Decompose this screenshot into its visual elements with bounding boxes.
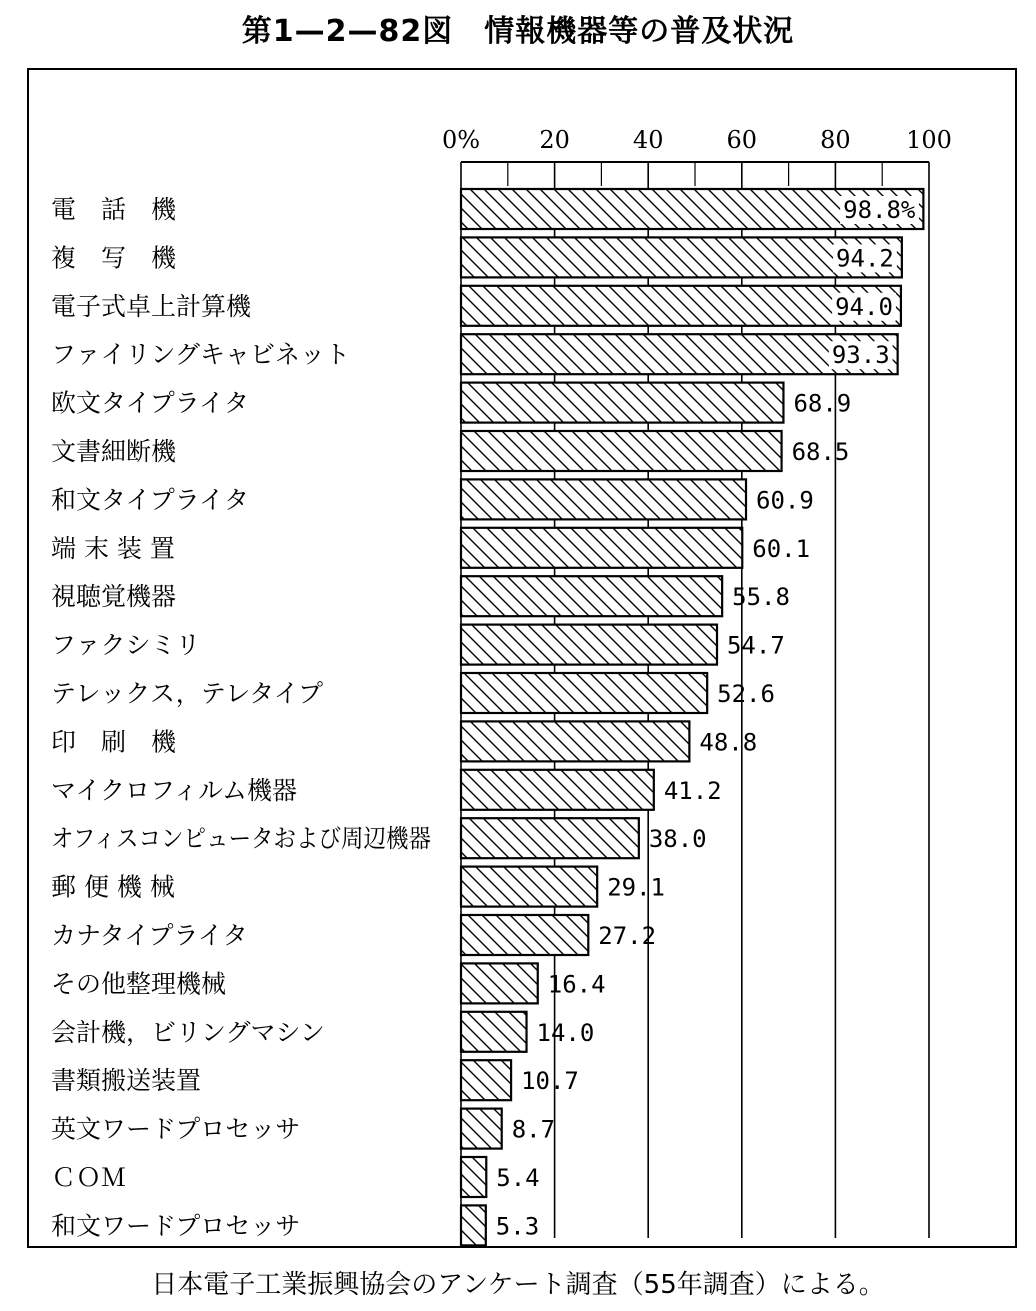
x-tick-label: 0% (441, 126, 481, 154)
x-tick-label: 100 (906, 126, 952, 154)
value-label: 52.6 (717, 680, 775, 708)
category-label: その他整理機械 (51, 969, 227, 999)
bar (461, 479, 746, 519)
category-label: 郵 便 機 械 (51, 872, 175, 902)
category-label: 印 刷 機 (51, 727, 177, 757)
bar (461, 431, 782, 471)
bar (461, 915, 588, 955)
chart-title: 第1—2—82図 情報機器等の普及状況 (241, 14, 795, 49)
category-label: マイクロフィルム機器 (51, 775, 298, 805)
value-label: 27.2 (598, 922, 657, 950)
bar (461, 576, 722, 616)
value-label: 55.8 (732, 583, 790, 612)
source-note: 日本電子工業振興協会のアンケート調査（55年調査）による。 (151, 1270, 885, 1300)
category-label: 電子式卓上計算機 (51, 291, 252, 321)
value-label: 94.0 (835, 292, 893, 321)
chart-frame (27, 68, 1017, 1248)
category-label: ＣＯＭ (51, 1163, 127, 1192)
category-label: 欧文タイプライタ (51, 388, 250, 418)
bar (461, 867, 597, 907)
value-label: 10.7 (521, 1067, 579, 1096)
category-label: 英文ワードプロセッサ (51, 1114, 301, 1144)
x-axis (442, 126, 952, 162)
category-label: ファイリングキャビネット (51, 340, 351, 370)
x-tick-label: 80 (820, 126, 851, 154)
bar (461, 625, 717, 665)
value-label: 98.8% (843, 196, 916, 224)
category-label: 視聴覚機器 (51, 582, 177, 612)
category-label: 和文ワードプロセッサ (51, 1211, 301, 1241)
bar (461, 528, 742, 568)
category-label: 和文タイプライタ (51, 485, 250, 515)
value-label: 60.1 (752, 534, 811, 563)
value-label: 93.3 (831, 341, 890, 370)
category-label: 複 写 機 (51, 243, 177, 273)
bar (461, 1157, 486, 1197)
category-label: 電 話 機 (51, 195, 177, 224)
value-label: 68.9 (793, 389, 852, 418)
value-label: 60.9 (756, 486, 814, 515)
value-label: 29.1 (607, 873, 665, 902)
bar (461, 721, 689, 761)
bar (461, 1109, 502, 1149)
bar (461, 818, 639, 858)
value-label: 94.2 (836, 244, 894, 273)
value-label: 38.0 (648, 825, 707, 854)
category-label: 端 末 装 置 (51, 533, 175, 563)
value-label: 68.5 (791, 438, 850, 466)
value-label: 16.4 (547, 970, 606, 999)
category-label: カナタイプライタ (51, 921, 248, 950)
bar (461, 383, 783, 423)
x-tick-label: 20 (539, 126, 570, 154)
bar (461, 770, 654, 810)
category-label: 書類搬送装置 (51, 1066, 202, 1096)
category-label: 文書細断機 (51, 437, 177, 466)
category-label: ファクシミリ (51, 630, 201, 660)
bar (461, 1205, 486, 1245)
x-tick-label: 40 (632, 126, 664, 154)
x-tick-label: 60 (726, 126, 758, 154)
category-label: 会計機，ビリングマシン (51, 1017, 325, 1047)
value-label: 48.8 (699, 728, 758, 757)
value-label: 41.2 (663, 776, 722, 805)
bar-chart (29, 70, 1015, 1246)
value-label: 5.4 (496, 1164, 540, 1192)
value-label: 14.0 (536, 1018, 595, 1047)
value-label: 5.3 (495, 1212, 540, 1241)
bar (461, 1060, 511, 1100)
value-label: 54.7 (726, 631, 785, 660)
category-label: オフィスコンピュータおよび周辺機器 (51, 824, 431, 854)
category-label: テレックス，テレタイプ (51, 679, 324, 708)
value-label: 8.7 (511, 1115, 556, 1144)
bar (461, 963, 538, 1003)
bar (461, 673, 707, 713)
bar (461, 1012, 527, 1052)
